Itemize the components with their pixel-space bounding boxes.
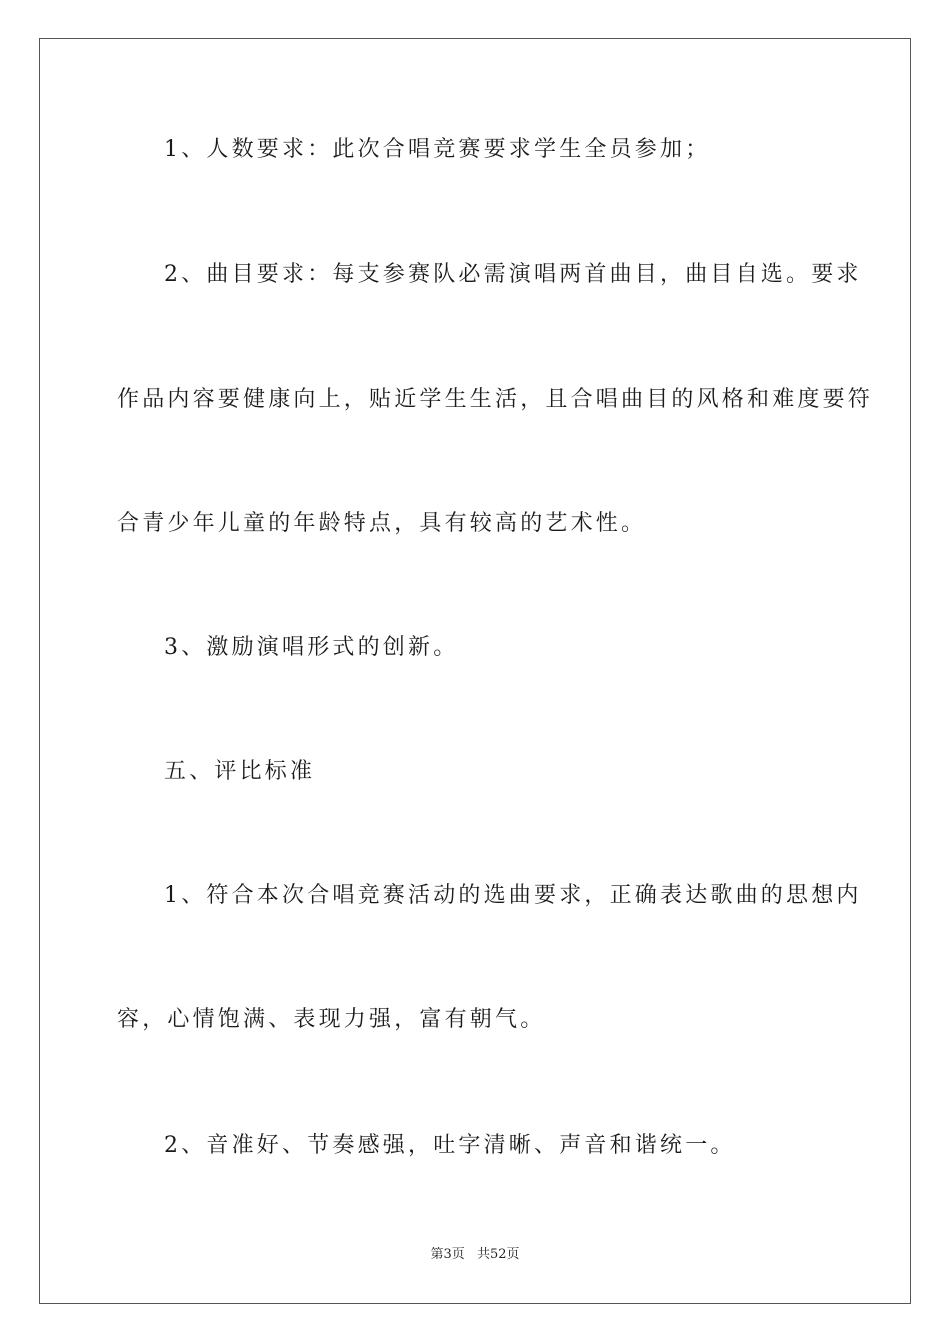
text-line-9: 2、音准好、节奏感强，吐字清晰、声音和谐统一。: [164, 1133, 736, 1158]
text-line-8: 容，心情饱满、表现力强，富有朝气。: [117, 1007, 546, 1032]
text-line-1: 1、人数要求：此次合唱竞赛要求学生全员参加；: [164, 137, 711, 162]
text-line-4: 合青少年儿童的年龄特点，具有较高的艺术性。: [117, 511, 647, 536]
section-heading: 五、评比标准: [164, 759, 316, 784]
text-line-2: 2、曲目要求：每支参赛队必需演唱两首曲目，曲目自选。要求: [164, 262, 862, 287]
total-pages-label: 共52页: [476, 1247, 520, 1262]
current-page-label: 第3页: [430, 1247, 465, 1262]
text-line-7: 1、符合本次合唱竞赛活动的选曲要求，正确表达歌曲的思想内: [164, 883, 862, 908]
text-line-5: 3、激励演唱形式的创新。: [164, 635, 459, 660]
page-footer: [0, 1246, 950, 1264]
page-border: [39, 38, 911, 1304]
text-line-3: 作品内容要健康向上，贴近学生生活，且合唱曲目的风格和难度要符: [117, 387, 874, 412]
